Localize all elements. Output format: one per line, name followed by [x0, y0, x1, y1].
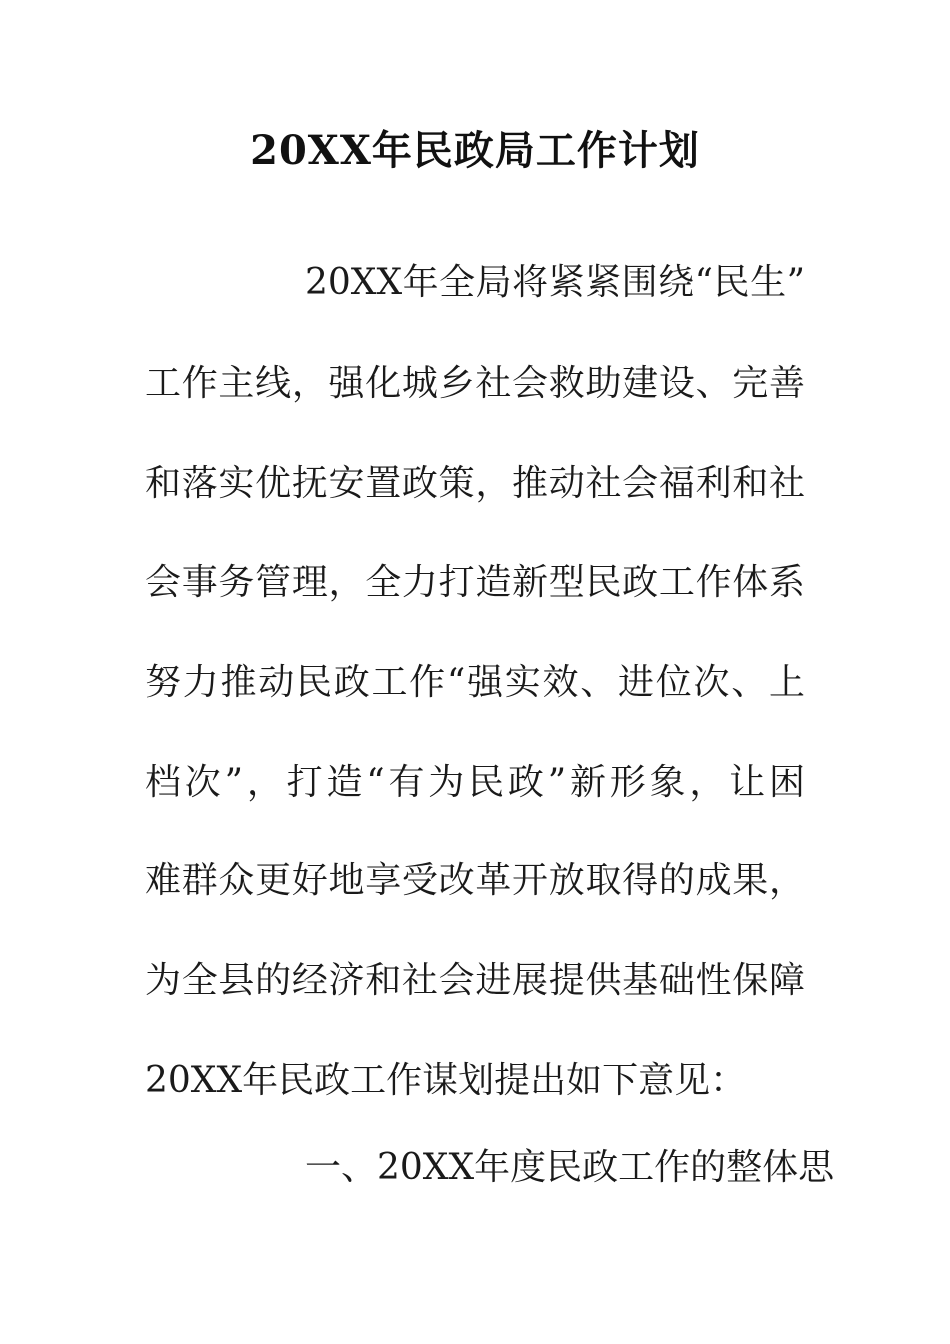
paragraph-line-7: 难群众更好地享受改革开放取得的成果， [145, 860, 805, 901]
document-title: 20XX年民政局工作计划 [250, 127, 700, 174]
section-heading: 一、20XX年度民政工作的整体思 [305, 1147, 835, 1188]
paragraph-line-5: 努力推动民政工作“强实效、进位次、上 [145, 662, 805, 703]
paragraph-line-3: 和落实优抚安置政策，推动社会福利和社 [145, 463, 805, 504]
paragraph-line-9: 20XX年民政工作谋划提出如下意见： [145, 1060, 747, 1101]
paragraph-line-2: 工作主线，强化城乡社会救助建设、完善 [145, 363, 805, 404]
paragraph-line-6: 档次”，打造“有为民政”新形象，让困 [145, 762, 805, 803]
paragraph-line-8: 为全县的经济和社会进展提供基础性保障 [145, 960, 805, 1001]
paragraph-line-1: 20XX年全局将紧紧围绕“民生” [305, 262, 805, 303]
paragraph-line-4: 会事务管理，全力打造新型民政工作体系 [145, 562, 805, 603]
